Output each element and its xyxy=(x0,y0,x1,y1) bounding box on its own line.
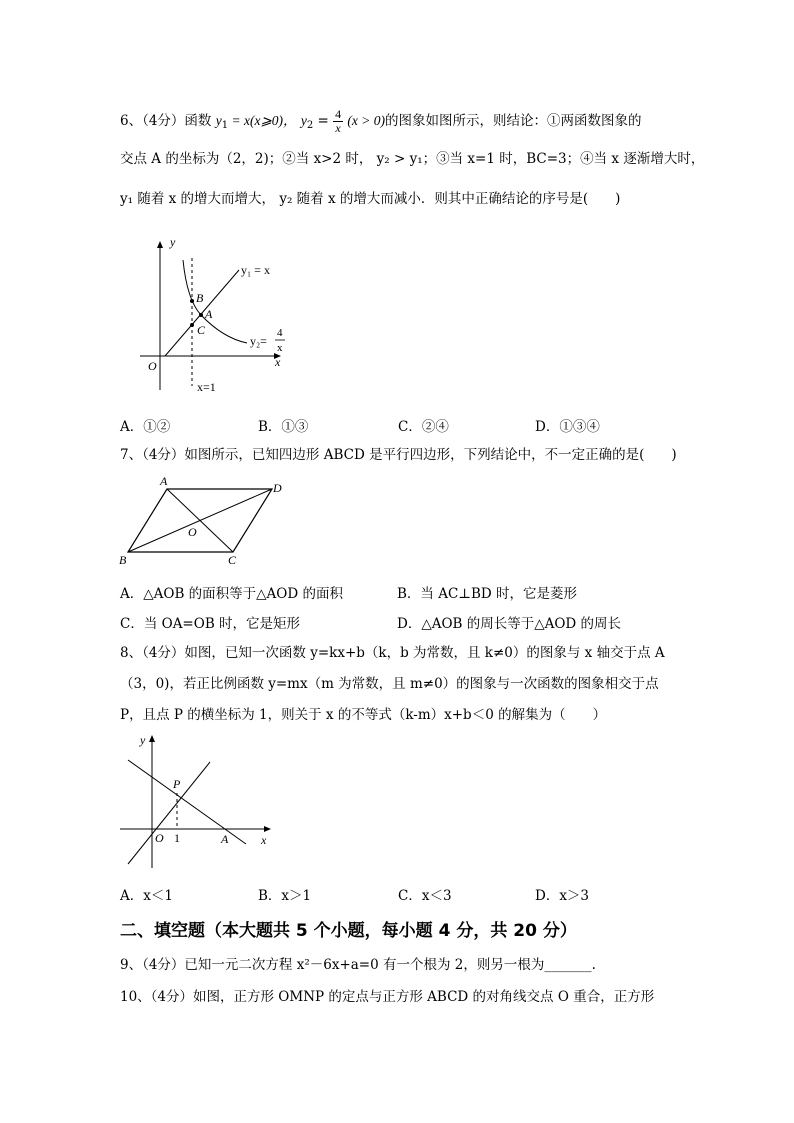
q8-line3: P，且点 P 的横坐标为 1，则关于 x 的不等式（k-m）x+b＜0 的解集为（ ） xyxy=(120,707,607,723)
q6-line1 xyxy=(120,108,641,135)
point-B xyxy=(190,299,194,303)
y2-condition: (x > 0) xyxy=(347,113,385,128)
q6-figure xyxy=(135,230,310,400)
q6-line2: 交点 A 的坐标为（2，2)；②当 x>2 时， y₂ > y₁；③当 x=1 时，BC=3；④当 x 逐渐增大时， xyxy=(120,151,705,167)
q8-y-label: y xyxy=(140,733,146,747)
q6-x-label: x xyxy=(275,355,281,369)
q6-origin-label: O xyxy=(148,359,157,373)
q8-option-a[interactable]: A．x＜1 xyxy=(120,888,173,904)
q8-figure xyxy=(118,730,278,870)
q8-option-c[interactable]: C．x＜3 xyxy=(398,888,452,904)
y2-equals: = xyxy=(313,113,334,129)
q6-prefix: 6、（4分）函数 xyxy=(120,113,212,129)
y1-subscript: 1 xyxy=(221,120,229,131)
q6-option-d[interactable]: D．①③④ xyxy=(535,419,600,435)
q8-label-one: 1 xyxy=(174,831,180,845)
q8-x-label: x xyxy=(261,833,267,847)
label-C: C xyxy=(197,323,206,337)
point-C xyxy=(190,323,194,327)
y2-symbol: y xyxy=(300,113,307,128)
q8-option-b[interactable]: B．x＞1 xyxy=(258,888,312,904)
label-A: A xyxy=(205,307,213,321)
q9: 9、（4分）已知一元二次方程 x²－6x+a=0 有一个根为 2，则另一根为_______. xyxy=(120,957,596,973)
q7-option-a[interactable]: A．△AOB 的面积等于△AOD 的面积 xyxy=(120,586,343,602)
point-A xyxy=(199,313,203,317)
q6-option-c[interactable]: C．②④ xyxy=(398,419,449,435)
q7-option-d[interactable]: D．△AOB 的周长等于△AOD 的周长 xyxy=(397,616,622,632)
q7-label-B: B xyxy=(119,553,127,567)
diagonal-BD xyxy=(128,489,272,552)
q6-line3: y₁ 随着 x 的增大而增大， y₂ 随着 x 的增大而减小．则其中正确结论的序号是( ) xyxy=(120,191,621,207)
q6-y-label: y xyxy=(170,235,176,249)
label-B: B xyxy=(196,291,204,305)
q8-line1: 8、（4分）如图，已知一次函数 y=kx+b（k，b 为常数，且 k≠0）的图象与 x 轴交于点 A xyxy=(120,645,665,661)
label-vline: x=1 xyxy=(197,380,216,394)
q7-label-D: D xyxy=(273,481,282,495)
q7-option-b[interactable]: B．当 AC⊥BD 时，它是菱形 xyxy=(397,586,578,602)
label-line-y1: y₁ = x xyxy=(241,263,270,277)
section-2-heading: 二、填空题（本大题共 5 个小题，每小题 4 分，共 20 分） xyxy=(120,921,577,941)
q8-label-A: A xyxy=(221,832,229,846)
line-y-mx xyxy=(128,762,210,864)
y1-definition: = x(x⩾0)， xyxy=(228,113,297,128)
y1-symbol: y xyxy=(215,113,222,128)
q6-line-y1 xyxy=(165,270,239,356)
label-curve-num: 4 xyxy=(277,327,283,339)
q7-option-c[interactable]: C．当 OA=OB 时，它是矩形 xyxy=(120,616,301,632)
label-curve-y2: y₂= xyxy=(250,334,267,348)
label-curve-den: x xyxy=(277,342,283,354)
q6-option-a[interactable]: A．①② xyxy=(120,419,171,435)
q7-label-O: O xyxy=(188,525,197,539)
q7-label-A: A xyxy=(160,474,168,488)
y2-subscript: 2 xyxy=(306,120,314,131)
q7-stem: 7、（4分）如图所示，已知四边形 ABCD 是平行四边形，下列结论中，不一定正确的是( ) xyxy=(120,447,677,463)
q6-option-b[interactable]: B．①③ xyxy=(258,419,309,435)
q10: 10、（4分）如图，正方形 OMNP 的定点与正方形 ABCD 的对角线交点 O 重合，正方形 xyxy=(120,989,655,1005)
y2-fraction: $\frac{4}{x}$ xyxy=(335,107,342,135)
q8-line2: （3，0)，若正比例函数 y=mx（m 为常数，且 m≠0）的图象与一次函数的图象相交于点 xyxy=(120,676,659,692)
q6-line1-rest: 的图象如图所示，则结论：①两函数图象的 xyxy=(384,113,642,129)
q8-option-d[interactable]: D．x＞3 xyxy=(535,888,590,904)
q7-figure xyxy=(115,474,285,569)
q7-label-C: C xyxy=(228,553,237,567)
q8-origin-label: O xyxy=(155,831,164,845)
q8-label-P: P xyxy=(173,777,181,791)
